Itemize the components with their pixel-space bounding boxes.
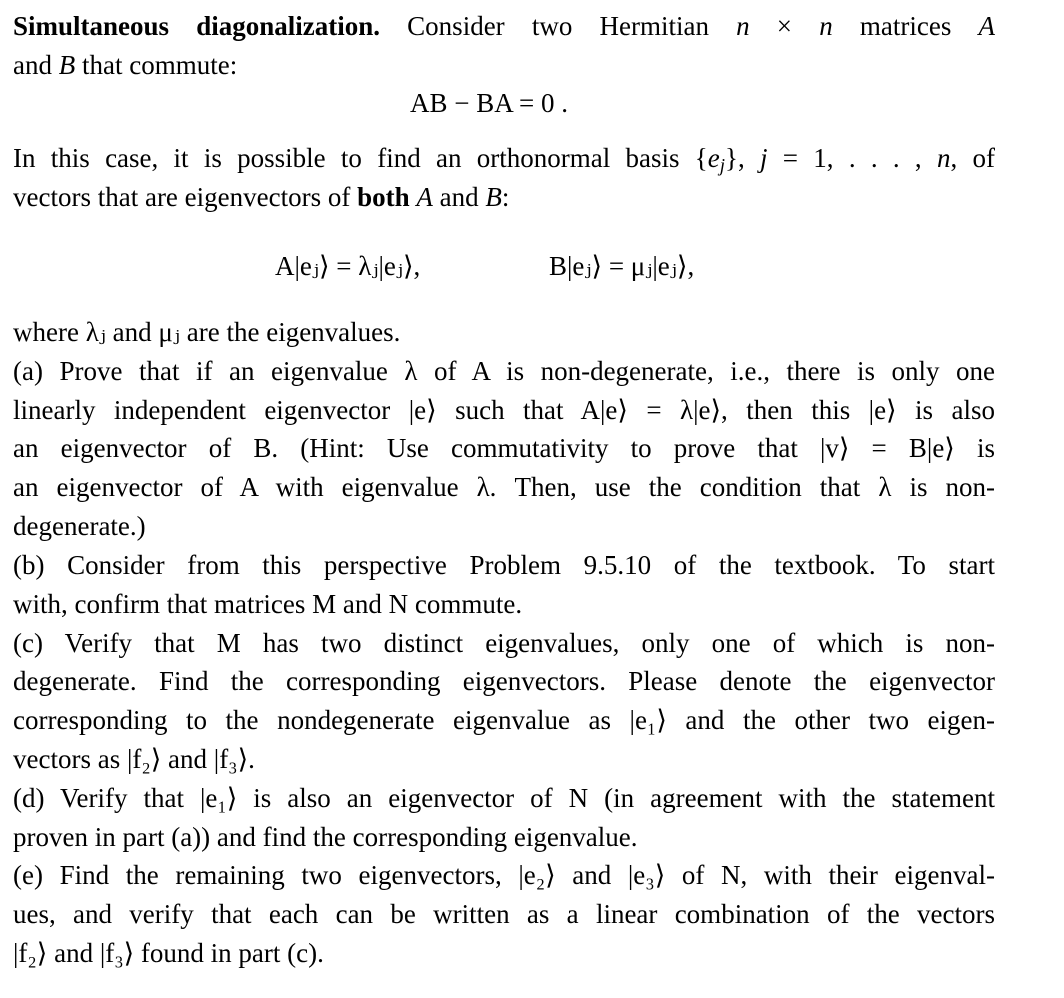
- part-d-line-1: (d) Verify that |e₁⟩ is also an eigenvector of N (in agreement with the statement: [13, 783, 995, 813]
- part-e-line-1: (e) Find the remaining two eigenvectors, |e₂⟩ and |e₃⟩ of N, with their eigenval-: [13, 860, 995, 890]
- part-a-line-1: (a) Prove that if an eigenvalue λ of A is non-degenerate, i.e., there is only one: [13, 356, 995, 386]
- part-a-line-4: an eigenvector of A with eigenvalue λ. Then, use the condition that λ is non-: [13, 472, 995, 502]
- problem-intro-line-2: and B that commute:: [13, 50, 238, 80]
- part-e-line-3: |f₂⟩ and |f₃⟩ found in part (c).: [13, 938, 324, 968]
- part-a-line-3: an eigenvector of B. (Hint: Use commutativity to prove that |v⟩ = B|e⟩ is: [13, 433, 995, 463]
- part-c-line-4: vectors as |f₂⟩ and |f₃⟩.: [13, 744, 255, 774]
- problem-title: Simultaneous diagonalization.: [13, 11, 380, 41]
- part-e-line-2: ues, and verify that each can be written as a linear combination of the vectors: [13, 899, 995, 929]
- part-d-line-2: proven in part (a)) and find the corresponding eigenvalue.: [13, 822, 638, 852]
- basis-line-2: vectors that are eigenvectors of both A and B:: [13, 182, 510, 212]
- problem-intro-line-1: Simultaneous diagonalization. Consider two Hermitian n × n matrices A: [13, 11, 996, 41]
- part-b-line-1: (b) Consider from this perspective Problem 9.5.10 of the textbook. To start: [13, 550, 995, 580]
- basis-line-1: In this case, it is possible to find an orthonormal basis $\{e_j\}$, j = 1, . . . , n, of: [13, 143, 995, 177]
- part-a-line-5: degenerate.): [13, 511, 146, 541]
- part-a-line-2: linearly independent eigenvector |e⟩ such that A|e⟩ = λ|e⟩, then this |e⟩ is also: [13, 395, 995, 425]
- commutator-equation: AB − BA = 0 .: [410, 88, 568, 118]
- part-c-line-2: degenerate. Find the corresponding eigenvectors. Please denote the eigenvector: [13, 666, 995, 696]
- part-c-line-3: corresponding to the nondegenerate eigenvalue as |e₁⟩ and the other two eigen-: [13, 705, 995, 735]
- part-b-line-2: with, confirm that matrices M and N commute.: [13, 589, 523, 619]
- eigen-equation-a: A|eⱼ⟩ = λⱼ|eⱼ⟩,: [275, 251, 421, 281]
- eigen-equation-b: B|eⱼ⟩ = μⱼ|eⱼ⟩,: [549, 251, 695, 281]
- part-c-line-1: (c) Verify that M has two distinct eigenvalues, only one of which is non-: [13, 628, 995, 658]
- eigenvalues-note: where λⱼ and μⱼ are the eigenvalues.: [13, 317, 401, 347]
